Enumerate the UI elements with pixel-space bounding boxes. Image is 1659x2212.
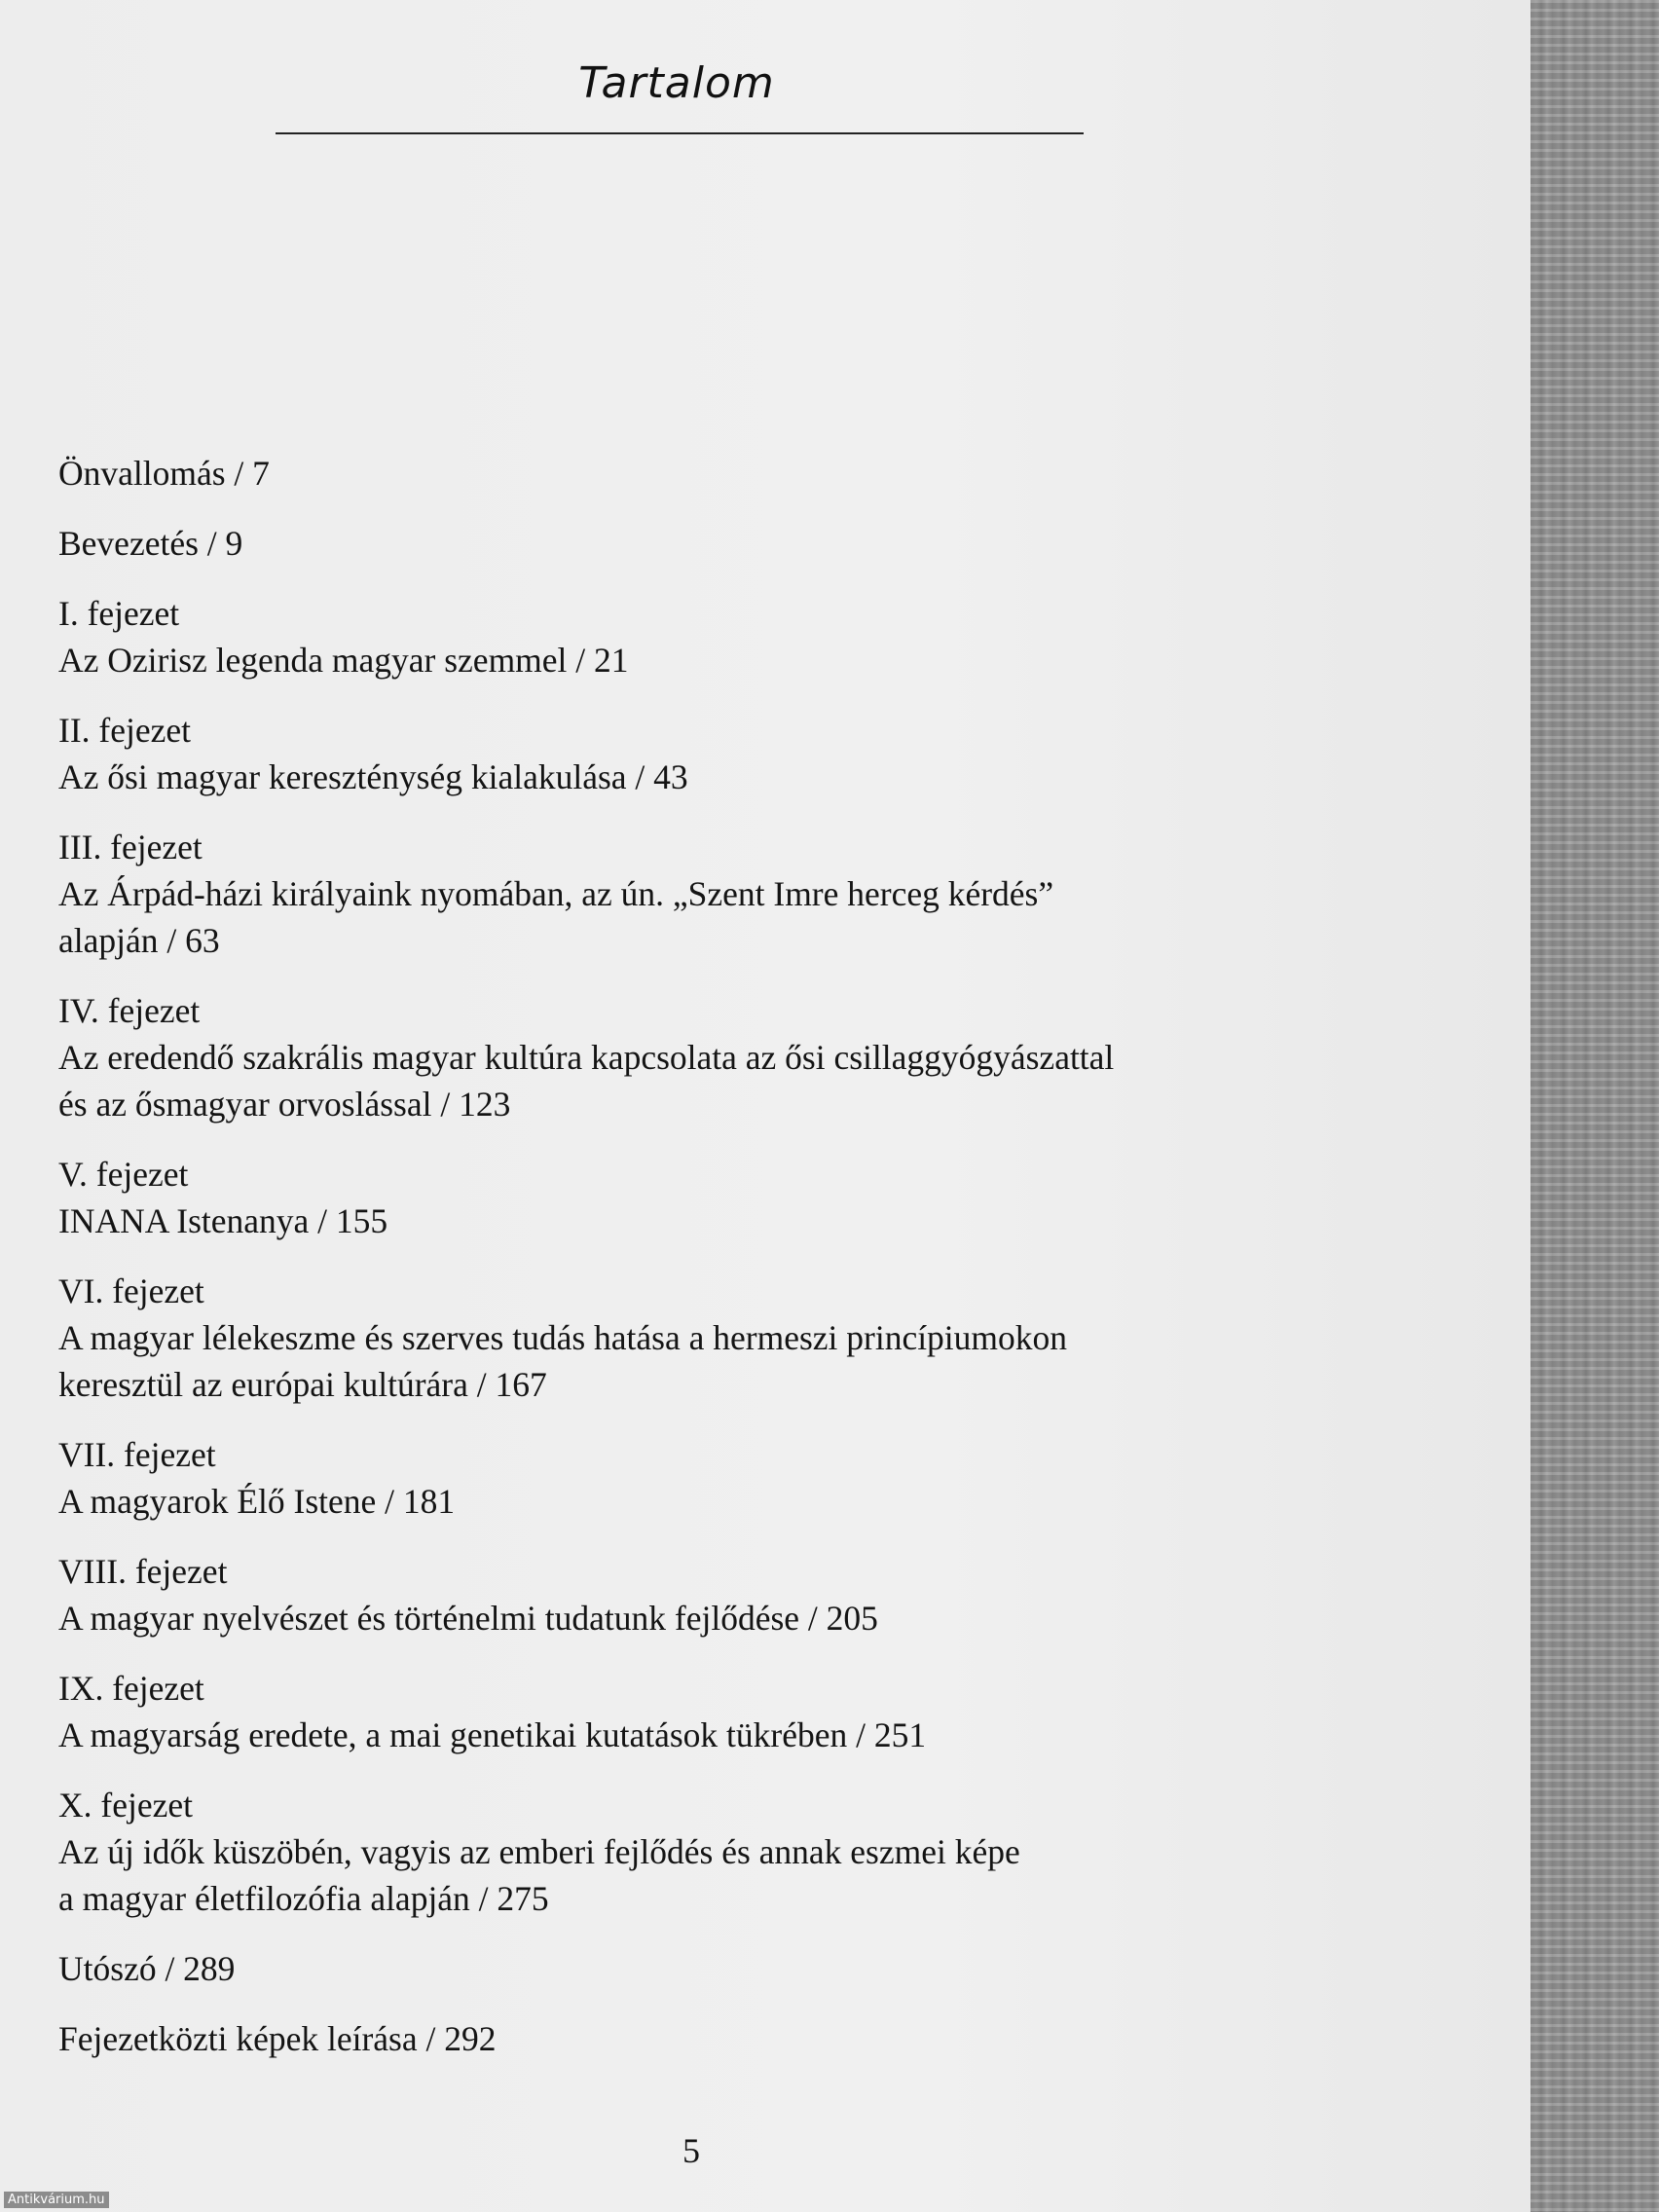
toc-chapter-label: VIII. fejezet (58, 1552, 228, 1591)
toc-chapter-title: Az ősi magyar kereszténység kialakulása / 43 (58, 757, 688, 796)
toc-chapter-title: Az Ozirisz legenda magyar szemmel / 21 (58, 641, 629, 680)
toc-chapter-label: II. fejezet (58, 711, 191, 750)
toc-chapter-label: VI. fejezet (58, 1272, 204, 1310)
toc-chapter-label: IX. fejezet (58, 1669, 204, 1708)
toc-chapter-title-continued: és az ősmagyar orvoslással / 123 (58, 1085, 511, 1124)
toc-line: Bevezetés / 9 (58, 524, 243, 563)
toc-chapter-title: A magyarság eredete, a mai genetikai kutatások tükrében / 251 (58, 1715, 927, 1754)
toc-entry-chapter-5 (58, 1151, 1402, 1244)
toc-chapter-label: VII. fejezet (58, 1435, 216, 1474)
toc-line: Önvallomás / 7 (58, 454, 270, 493)
toc-chapter-title: Az új idők küszöbén, vagyis az emberi fejlődés és annak eszmei képe (58, 1832, 1020, 1871)
toc-chapter-title: Az Árpád-házi királyaink nyomában, az ún. „Szent Imre herceg kérdés” (58, 874, 1054, 913)
toc-entry-chapter-1 (58, 590, 1402, 683)
toc-chapter-label: IV. fejezet (58, 991, 201, 1030)
toc-entry-utoszo (58, 1945, 1402, 1992)
toc-chapter-title: Az eredendő szakrális magyar kultúra kapcsolata az ősi csillaggyógyászattal (58, 1038, 1115, 1077)
toc-entry-chapter-7 (58, 1431, 1402, 1525)
toc-chapter-title: A magyar lélekeszme és szerves tudás hatása a hermeszi princípiumokon (58, 1318, 1068, 1357)
toc-entry-chapter-10 (58, 1782, 1402, 1922)
toc-entry-chapter-8 (58, 1548, 1402, 1641)
toc-line: Utószó / 289 (58, 1949, 236, 1988)
toc-entry-chapter-2 (58, 707, 1402, 800)
toc-entry-chapter-3 (58, 824, 1402, 964)
toc-entry-bevezetes (58, 520, 1402, 567)
title-underline (276, 132, 1084, 134)
toc-line: Fejezetközti képek leírása / 292 (58, 2019, 497, 2058)
watermark-logo: Antikvárium.hu (4, 2192, 109, 2208)
toc-chapter-title-continued: keresztül az európai kultúrára / 167 (58, 1365, 547, 1404)
page-number: 5 (682, 2131, 700, 2170)
table-of-contents (58, 450, 1402, 2085)
toc-chapter-label: I. fejezet (58, 594, 180, 633)
toc-entry-onvallomas (58, 450, 1402, 497)
toc-chapter-label: X. fejezet (58, 1786, 193, 1825)
book-edge (1530, 0, 1659, 2212)
toc-entry-chapter-4 (58, 987, 1402, 1127)
toc-entry-kepek-leirasa (58, 2015, 1402, 2062)
toc-chapter-title-continued: alapján / 63 (58, 921, 220, 960)
toc-chapter-title-continued: a magyar életfilozófia alapján / 275 (58, 1879, 549, 1918)
toc-chapter-title: A magyarok Élő Istene / 181 (58, 1482, 456, 1521)
toc-chapter-title: A magyar nyelvészet és történelmi tudatunk fejlődése / 205 (58, 1599, 878, 1638)
toc-chapter-title: INANA Istenanya / 155 (58, 1201, 388, 1240)
toc-chapter-label: III. fejezet (58, 828, 203, 866)
toc-entry-chapter-6 (58, 1268, 1402, 1408)
toc-entry-chapter-9 (58, 1665, 1402, 1758)
toc-chapter-label: V. fejezet (58, 1155, 189, 1194)
page-title: Tartalom (578, 58, 775, 108)
